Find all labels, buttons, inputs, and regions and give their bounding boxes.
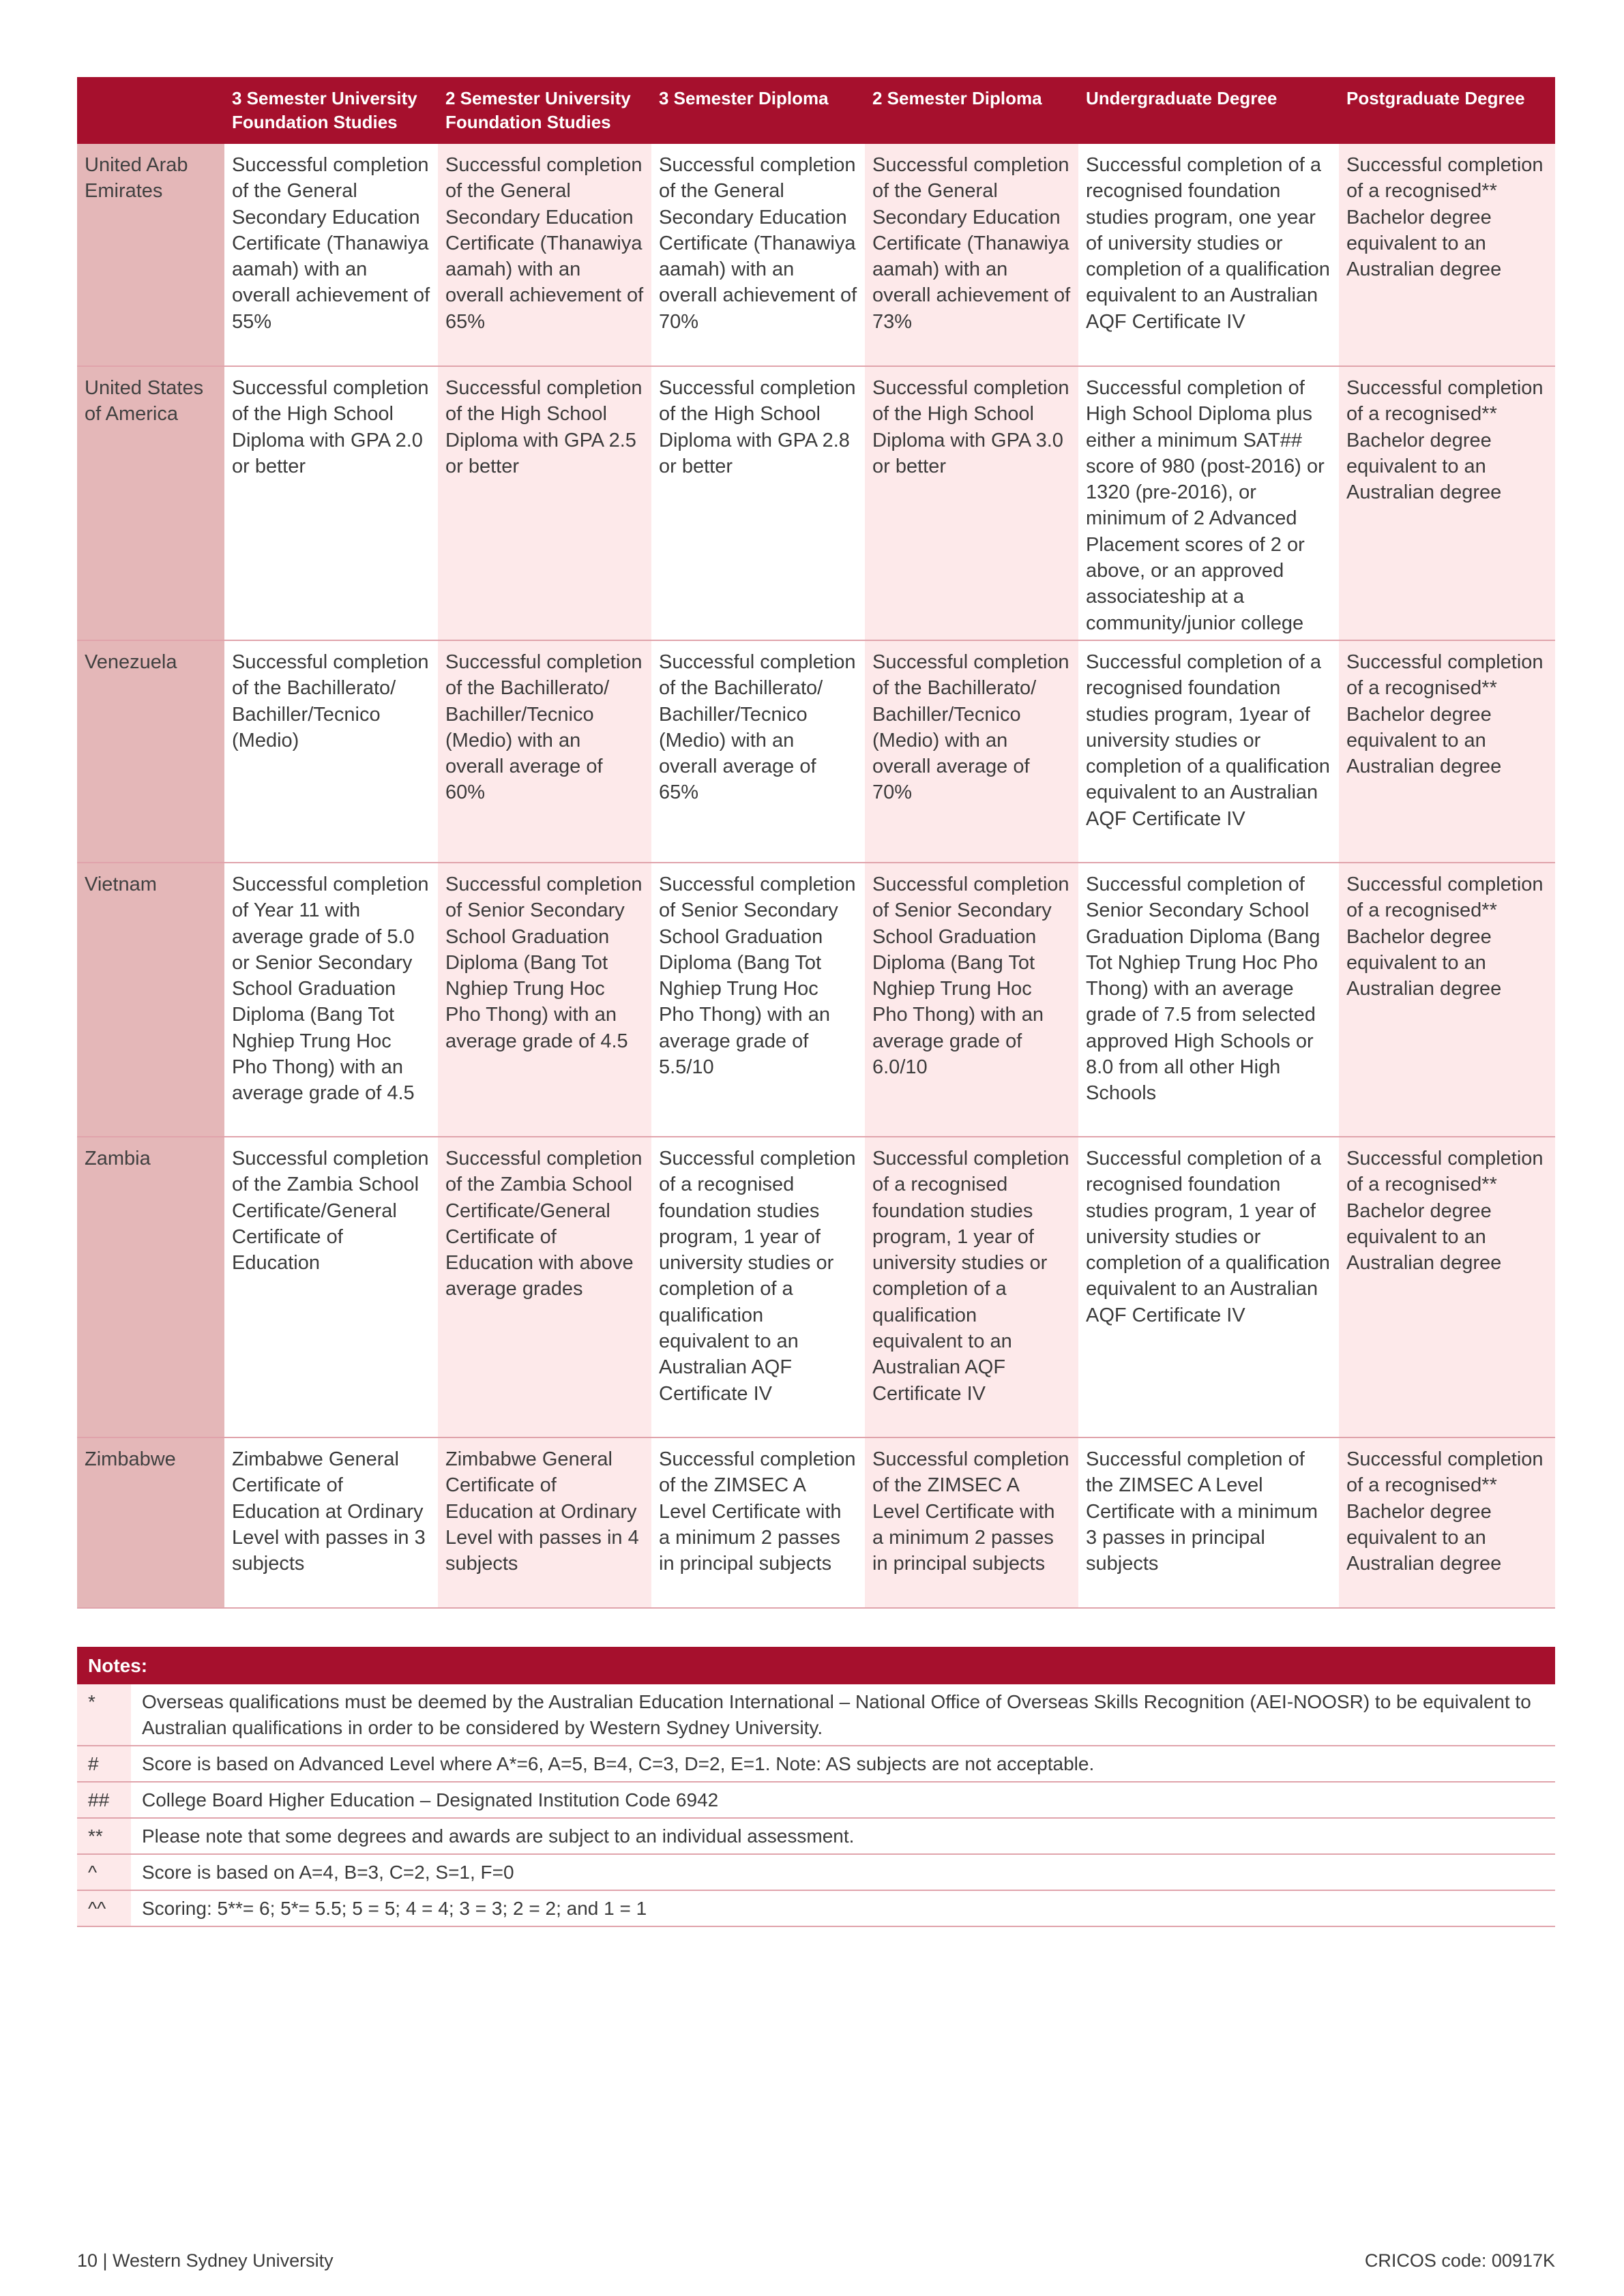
table-cell: Successful completion of a recognised** Bachelor degree equivalent to an Australian degree (1339, 1437, 1555, 1608)
notes-section (77, 1647, 1555, 1927)
notes-title: Notes: (77, 1647, 1555, 1684)
country-cell: United States of America (77, 366, 224, 640)
header-2-semester-diploma: 2 Semester Diploma (865, 77, 1078, 144)
note-text: Score is based on Advanced Level where A*=6, A=5, B=4, C=3, D=2, E=1. Note: AS subjects are not acceptable. (131, 1746, 1555, 1782)
table-cell: Successful completion of Senior Secondary School Graduation Diploma (Bang Tot Nghiep Trung Hoc Pho Thong) with an average grade of 4.5 (438, 863, 651, 1137)
header-postgraduate-degree: Postgraduate Degree (1339, 77, 1555, 144)
table-cell: Successful completion of the General Secondary Education Certificate (Thanawiya aamah) with an overall achievement of 73% (865, 144, 1078, 366)
note-row (77, 1684, 1555, 1746)
table-cell: Successful completion of a recognised foundation studies program, 1 year of university studies or completion of a qualification equivalent to an Australian AQF Certificate IV (1078, 1137, 1339, 1437)
note-symbol: ## (77, 1782, 131, 1818)
header-country (77, 77, 224, 144)
note-row (77, 1818, 1555, 1854)
table-cell: Successful completion of the High School Diploma with GPA 3.0 or better (865, 366, 1078, 640)
country-cell: Vietnam (77, 863, 224, 1137)
table-cell: Successful completion of the ZIMSEC A Level Certificate with a minimum 3 passes in principal subjects (1078, 1437, 1339, 1608)
country-cell: Zimbabwe (77, 1437, 224, 1608)
table-row (77, 366, 1555, 640)
table-cell: Successful completion of the ZIMSEC A Level Certificate with a minimum 2 passes in principal subjects (865, 1437, 1078, 1608)
table-cell: Successful completion of the General Secondary Education Certificate (Thanawiya aamah) with an overall achievement of 70% (651, 144, 865, 366)
table-cell: Successful completion of the Zambia School Certificate/General Certificate of Education (224, 1137, 438, 1437)
table-cell: Zimbabwe General Certificate of Education at Ordinary Level with passes in 3 subjects (224, 1437, 438, 1608)
table-cell: Successful completion of the High School Diploma with GPA 2.0 or better (224, 366, 438, 640)
table-row (77, 144, 1555, 366)
note-text: Overseas qualifications must be deemed by the Australian Education International – National Office of Overseas Skills Recognition (AEI-NOOSR) to be equivalent to Australian qualifications in order to be considered by Western Sydney University. (131, 1684, 1555, 1746)
header-undergraduate-degree: Undergraduate Degree (1078, 77, 1339, 144)
table-cell: Successful completion of the High School Diploma with GPA 2.8 or better (651, 366, 865, 640)
header-2-semester-foundation: 2 Semester University Foundation Studies (438, 77, 651, 144)
note-symbol: # (77, 1746, 131, 1782)
note-text: College Board Higher Education – Designated Institution Code 6942 (131, 1782, 1555, 1818)
table-cell: Successful completion of a recognised** Bachelor degree equivalent to an Australian degree (1339, 863, 1555, 1137)
table-cell: Successful completion of Senior Secondary School Graduation Diploma (Bang Tot Nghiep Trung Hoc Pho Thong) with an average grade of 7.5 from selected approved High Schools or 8.0 from all other High Schools (1078, 863, 1339, 1137)
table-cell: Successful completion of the Zambia School Certificate/General Certificate of Education with above average grades (438, 1137, 651, 1437)
table-cell: Successful completion of the General Secondary Education Certificate (Thanawiya aamah) with an overall achievement of 55% (224, 144, 438, 366)
table-cell: Successful completion of the ZIMSEC A Level Certificate with a minimum 2 passes in principal subjects (651, 1437, 865, 1608)
table-cell: Successful completion of Senior Secondary School Graduation Diploma (Bang Tot Nghiep Trung Hoc Pho Thong) with an average grade of 6.0/10 (865, 863, 1078, 1137)
table-cell: Successful completion of Year 11 with average grade of 5.0 or Senior Secondary School Graduation Diploma (Bang Tot Nghiep Trung Hoc Pho Thong) with an average grade of 4.5 (224, 863, 438, 1137)
note-text: Please note that some degrees and awards are subject to an individual assessment. (131, 1818, 1555, 1854)
table-cell: Zimbabwe General Certificate of Education at Ordinary Level with passes in 4 subjects (438, 1437, 651, 1608)
country-cell: Venezuela (77, 640, 224, 863)
table-cell: Successful completion of a recognised foundation studies program, one year of university studies or completion of a qualification equivalent to an Australian AQF Certificate IV (1078, 144, 1339, 366)
table-cell: Successful completion of High School Diploma plus either a minimum SAT## score of 980 (post-2016) or 1320 (pre-2016), or minimum of 2 Advanced Placement scores of 2 or above, or an approved associateship at a community/junior college (1078, 366, 1339, 640)
table-cell: Successful completion of the Bachillerato/ Bachiller/Tecnico (Medio) with an overall average of 70% (865, 640, 1078, 863)
footer-cricos-code: CRICOS code: 00917K (1364, 2250, 1555, 2271)
note-symbol: ^ (77, 1854, 131, 1890)
table-cell: Successful completion of a recognised** Bachelor degree equivalent to an Australian degree (1339, 640, 1555, 863)
note-row (77, 1782, 1555, 1818)
table-cell: Successful completion of the High School Diploma with GPA 2.5 or better (438, 366, 651, 640)
table-cell: Successful completion of a recognised** Bachelor degree equivalent to an Australian degree (1339, 366, 1555, 640)
note-row (77, 1854, 1555, 1890)
table-row (77, 863, 1555, 1137)
header-3-semester-foundation: 3 Semester University Foundation Studies (224, 77, 438, 144)
note-row (77, 1746, 1555, 1782)
note-text: Score is based on A=4, B=3, C=2, S=1, F=0 (131, 1854, 1555, 1890)
table-cell: Successful completion of the Bachillerato/ Bachiller/Tecnico (Medio) (224, 640, 438, 863)
notes-table (77, 1684, 1555, 1927)
table-cell: Successful completion of a recognised** Bachelor degree equivalent to an Australian degree (1339, 144, 1555, 366)
country-cell: United Arab Emirates (77, 144, 224, 366)
table-cell: Successful completion of a recognised foundation studies program, 1 year of university studies or completion of a qualification equivalent to an Australian AQF Certificate IV (651, 1137, 865, 1437)
note-text: Scoring: 5**= 6; 5*= 5.5; 5 = 5; 4 = 4; 3 = 3; 2 = 2; and 1 = 1 (131, 1890, 1555, 1926)
table-cell: Successful completion of the Bachillerato/ Bachiller/Tecnico (Medio) with an overall average of 60% (438, 640, 651, 863)
table-row (77, 1437, 1555, 1608)
table-cell: Successful completion of a recognised** Bachelor degree equivalent to an Australian degree (1339, 1137, 1555, 1437)
header-3-semester-diploma: 3 Semester Diploma (651, 77, 865, 144)
table-cell: Successful completion of the General Secondary Education Certificate (Thanawiya aamah) with an overall achievement of 65% (438, 144, 651, 366)
table-cell: Successful completion of a recognised foundation studies program, 1 year of university studies or completion of a qualification equivalent to an Australian AQF Certificate IV (865, 1137, 1078, 1437)
table-row (77, 1137, 1555, 1437)
entry-requirements-table (77, 77, 1555, 1609)
table-cell: Successful completion of a recognised foundation studies program, 1year of university studies or completion of a qualification equivalent to an Australian AQF Certificate IV (1078, 640, 1339, 863)
table-cell: Successful completion of the Bachillerato/ Bachiller/Tecnico (Medio) with an overall average of 65% (651, 640, 865, 863)
note-row (77, 1890, 1555, 1926)
table-header-row (77, 77, 1555, 144)
footer-page-label: 10 | Western Sydney University (77, 2250, 334, 2271)
page (77, 77, 1555, 1609)
note-symbol: ^^ (77, 1890, 131, 1926)
table-cell: Successful completion of Senior Secondary School Graduation Diploma (Bang Tot Nghiep Trung Hoc Pho Thong) with an average grade of 5.5/10 (651, 863, 865, 1137)
country-cell: Zambia (77, 1137, 224, 1437)
table-row (77, 640, 1555, 863)
note-symbol: ** (77, 1818, 131, 1854)
note-symbol: * (77, 1684, 131, 1746)
